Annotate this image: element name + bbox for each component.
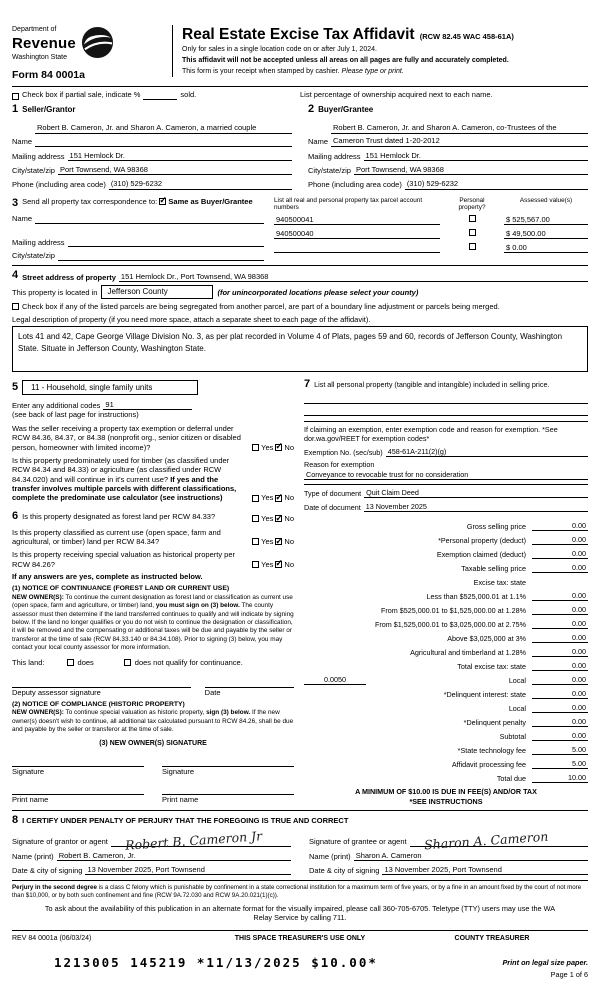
tax-line: From $525,000.01 to $1,525,000.00 at 1.28% 0.00 <box>380 604 586 615</box>
historic-property-question: Is this property receiving special valuation as historical property per RCW 84.26? Yes ✓ No <box>12 550 294 569</box>
seller-name-label: Name <box>12 137 33 147</box>
tax-amount-field[interactable]: 0.00 <box>532 605 588 615</box>
personal-property-checkbox[interactable] <box>469 215 476 222</box>
tax-amount-field[interactable]: 0.00 <box>532 661 588 671</box>
perjury-notice: Perjury in the second degree is a class C felony which is punishable by confinement in a state correctional institution for a maximum term of five years, or by a fine in an amount fixed by the court of not more than $10,000, or by both such confinement and fine (RCW 9A.72.030 and RCW 9A.20.021(1)(c)). <box>12 880 588 900</box>
street-address-label: Street address of property <box>22 272 116 282</box>
exemption-no-field[interactable]: 458-61A-211(2)(g) <box>386 447 588 457</box>
section-8-divider <box>12 810 588 811</box>
dor-logo-icon <box>81 26 114 61</box>
same-as-buyer-checkbox[interactable] <box>159 198 166 205</box>
certify-statement: I CERTIFY UNDER PENALTY OF PERJURY THAT THE FOREGOING IS TRUE AND CORRECT <box>22 815 349 825</box>
same-as-buyer-label: Same as Buyer/Grantee <box>168 196 253 206</box>
personal-property-list-field[interactable] <box>304 404 588 416</box>
seller-name-field[interactable]: Robert B. Cameron, Jr. and Sharon A. Cameron, a married couple <box>35 121 292 147</box>
tax-line: Gross selling price 0.00 <box>466 520 586 531</box>
seller-phone-label: Phone (including area code) <box>12 180 106 190</box>
personal-property-col-header: Personal property? <box>458 196 486 211</box>
segregated-checkbox[interactable] <box>12 303 19 310</box>
reason-label: Reason for exemption <box>304 459 375 469</box>
buyer-city-label: City/state/zip <box>308 165 351 175</box>
buyer-phone-field[interactable]: (310) 529-6232 <box>405 179 588 189</box>
street-address-field[interactable]: 151 Hemlock Dr., Port Townsend, WA 98368 <box>119 272 588 282</box>
parcel-number-field[interactable]: 940500040 <box>274 225 440 239</box>
corr-city-field[interactable] <box>58 252 264 261</box>
grantor-signature: Robert B. Cameron Jr <box>124 828 263 853</box>
tax-amount-field[interactable]: 0.00 <box>532 689 588 699</box>
county-select[interactable]: Jefferson County <box>101 285 213 299</box>
tax-line: Total excise tax: state 0.00 <box>457 660 586 671</box>
tax-amount-field[interactable]: 0.00 <box>532 619 588 629</box>
tax-line-local: 0.0050 Local 0.00 <box>304 672 588 685</box>
tax-amount-field[interactable]: 0.00 <box>532 731 588 741</box>
tax-line: From $1,525,000.01 to $3,025,000.00 at 2.75% 0.00 <box>374 618 586 629</box>
if-yes-note: If any answers are yes, complete as instructed below. <box>12 572 203 581</box>
form-number: Form 84 0001a <box>12 69 85 82</box>
legal-size-note: Print on legal size paper. <box>502 958 588 968</box>
agency-block <box>12 25 172 82</box>
tax-amount-field[interactable]: 0.00 <box>532 549 588 559</box>
assessed-value-col-header: Assessed value(s) <box>519 196 573 204</box>
grantee-date-field[interactable]: 13 November 2025, Port Townsend <box>382 865 588 875</box>
land-does-not-checkbox[interactable] <box>124 659 131 666</box>
doc-type-label: Type of document <box>304 488 362 498</box>
grantor-date-label: Date & city of signing <box>12 865 83 875</box>
grantee-signature-field[interactable] <box>410 828 588 853</box>
s5-q2-yes-checkbox[interactable] <box>252 495 259 502</box>
s6-q3-yes-checkbox[interactable] <box>252 561 259 568</box>
exemption-block <box>304 421 588 480</box>
grantee-name-label: Name (print) <box>309 851 351 861</box>
deputy-date-label: Date <box>204 687 221 697</box>
tax-amount-field[interactable]: 0.00 <box>532 591 588 601</box>
county-treasurer-label: COUNTY TREASURER <box>454 934 530 942</box>
tax-line: Taxable selling price 0.00 <box>461 562 586 573</box>
doc-date-label: Date of document <box>304 502 361 512</box>
section-8-number: 8 <box>12 813 19 826</box>
notice-compliance-title: (2) NOTICE OF COMPLIANCE (HISTORIC PROPERTY) <box>12 700 185 708</box>
doc-date-field[interactable]: 13 November 2025 <box>364 502 588 512</box>
dept-of-label: Department of <box>12 26 57 33</box>
agency-text <box>12 26 76 62</box>
section-4-divider <box>12 265 588 266</box>
seller-title: Seller/Grantor <box>22 104 76 114</box>
tax-line: Local 0.00 <box>508 702 586 713</box>
tax-amount-field[interactable]: 0.00 <box>532 633 588 643</box>
grantor-signature-label: Signature of grantor or agent <box>12 837 108 847</box>
tax-line-header: Excise tax: state <box>473 577 526 587</box>
agency-name: Revenue <box>12 34 76 52</box>
buyer-phone-label: Phone (including area code) <box>308 180 402 190</box>
tax-amount-field[interactable]: 0.00 <box>532 647 588 657</box>
section-2-number: 2 <box>308 102 315 115</box>
s6-q2-yes-checkbox[interactable] <box>252 538 259 545</box>
buyer-mailing-field[interactable]: 151 Hemlock Dr. <box>364 151 588 161</box>
alternate-format-notice: To ask about the availability of this publication in an alternate format for the visually impaired, please call 360-705-6705. Teletype (TTY) users may use the WA Relay Service by calling 711. <box>44 904 556 923</box>
s5-q1-no-checkbox[interactable] <box>275 444 282 451</box>
header-divider <box>12 86 588 87</box>
grantor-name-label: Name (print) <box>12 851 54 861</box>
grantor-signature-block <box>12 828 291 876</box>
tax-line: Less than $525,000.01 at 1.1% 0.00 <box>426 590 586 601</box>
grantee-name-field[interactable]: Sharon A. Cameron <box>354 851 588 861</box>
buyer-title: Buyer/Grantee <box>318 104 374 114</box>
s6-q2-no-checkbox[interactable] <box>275 538 282 545</box>
tax-amount-field[interactable]: 10.00 <box>532 773 588 783</box>
seller-city-label: City/state/zip <box>12 165 55 175</box>
personal-property-checkbox[interactable] <box>469 243 476 250</box>
current-use-question: Is this property classified as current use (open space, farm and agricultural, or timber) land per RCW 84.34? Yes ✓ No <box>12 528 294 547</box>
ownership-note: List percentage of ownership acquired next to each name. <box>300 90 493 100</box>
tax-line: *Delinquent penalty 0.00 <box>463 716 586 727</box>
section-7-column <box>304 378 588 806</box>
see-instructions-note: *SEE INSTRUCTIONS <box>409 796 483 806</box>
deputy-labels <box>12 688 294 697</box>
rev-number: REV 84 0001a (06/03/24) <box>12 934 92 942</box>
land-does-checkbox[interactable] <box>67 659 74 666</box>
located-in-note: (for unincorporated locations please select your county) <box>217 287 419 297</box>
correspondence-label: Send all property tax correspondence to: ✓ Same as Buyer/Grantee <box>22 197 253 206</box>
signature-labels: Signature Signature <box>12 767 195 777</box>
parcel-number-field[interactable]: 940500041 <box>274 211 440 225</box>
tax-line: Affidavit processing fee 5.00 <box>451 758 586 769</box>
corr-city-label: City/state/zip <box>12 251 55 261</box>
timber-agriculture-question: Is this property predominately used for timber (as classified under RCW 84.34 and 84.33) or agriculture (as classified under RCW 84.34.020) and will continue in it's current use? If yes and the transfer involves multiple parcels with different classifications, complete the predominate use calculator (see instructions) Yes ✓ No <box>12 456 294 503</box>
tax-amount-field[interactable]: 0.00 <box>532 703 588 713</box>
property-use-code-select[interactable]: 11 - Household, single family units <box>22 380 198 395</box>
form-title: Real Estate Excise Tax Affidavit <box>182 26 415 43</box>
exemption-deferral-question: Was the seller receiving a property tax exemption or deferral under RCW 84.36, 84.37, or 84.38 (nonprofit org., senior citizen or disabled person, homeowner with limited income)? Yes ✓ No <box>12 424 294 452</box>
land-qualify-row <box>12 658 294 667</box>
tax-amount-field[interactable]: 0.00 <box>532 717 588 727</box>
corr-name-label: Name <box>12 214 33 224</box>
tax-amount-field[interactable]: 5.00 <box>532 759 588 769</box>
tax-amount-field[interactable]: 0.00 <box>532 535 588 545</box>
tax-amount-field[interactable]: 0.00 <box>532 563 588 573</box>
section-4-property <box>12 269 588 373</box>
seller-phone-field[interactable]: (310) 529-6232 <box>109 179 292 189</box>
header <box>12 25 588 82</box>
header-note-3: This form is your receipt when stamped by cashier. Please type or print. <box>182 67 404 75</box>
assessed-value-field[interactable]: $ 525,567.00 <box>504 211 588 225</box>
partial-sale-checkbox[interactable] <box>12 93 19 100</box>
header-note-2: This affidavit will not be accepted unless all areas on all pages are fully and accurately completed. <box>182 57 509 65</box>
section-8-certification <box>12 814 588 876</box>
parcel-table <box>274 197 588 261</box>
tax-amount-field[interactable]: 0.00 <box>532 521 588 531</box>
tax-line: *Delinquent interest: state 0.00 <box>443 688 586 699</box>
partial-sale-row <box>12 90 588 99</box>
partial-sale-label: Check box if partial sale, indicate % <box>22 90 141 100</box>
section-1-seller <box>12 103 292 190</box>
footer-bottom <box>12 955 588 979</box>
treasurer-space-label: THIS SPACE TREASURER'S USE ONLY <box>234 934 366 942</box>
located-in-label: This property is located in <box>12 287 98 297</box>
section-1-number: 1 <box>12 102 19 115</box>
buyer-city-field[interactable]: Port Townsend, WA 98368 <box>354 165 588 175</box>
s6-q1-no-checkbox[interactable] <box>275 515 282 522</box>
seller-city-field[interactable]: Port Townsend, WA 98368 <box>58 165 292 175</box>
footer-row <box>12 930 588 944</box>
parcel-number-field[interactable] <box>274 239 440 253</box>
parcel-col-header: List all real and personal property tax parcel account numbers <box>274 196 423 211</box>
legal-description-label: Legal description of property (if you need more space, attach a separate sheet to each page of the affidavit). <box>12 314 371 324</box>
s6-q1-yes-checkbox[interactable] <box>252 515 259 522</box>
does-label: does <box>77 658 94 668</box>
tax-line: Exemption claimed (deduct) 0.00 <box>436 548 586 559</box>
tax-line: Subtotal 0.00 <box>499 730 586 741</box>
tax-line: *State technology fee 5.00 <box>457 744 586 755</box>
notice-compliance-body: NEW OWNER(S): To continue special valuation as historic property, sign (3) below. If the new owner(s) doesn't wish to continue, all additional tax calculated pursuant to RCW 84.26, shall be due and payable by the seller or transferor at the time of sale. <box>12 709 294 734</box>
corr-mailing-field[interactable] <box>68 238 264 247</box>
exemption-no-label: Exemption No. (sec/sub) <box>304 447 383 457</box>
agency-state: Washington State <box>12 53 67 61</box>
new-owner-signature-title: (3) NEW OWNER(S) SIGNATURE <box>99 740 207 748</box>
corr-mailing-label: Mailing address <box>12 237 65 247</box>
section-7-number: 7 <box>304 378 311 390</box>
exemption-note: If claiming an exemption, enter exemption code and reason for exemption. *See dor.wa.gov/REET for exemption codes* <box>304 424 558 443</box>
assessed-value-field[interactable]: $ 0.00 <box>504 239 588 253</box>
section-4-number: 4 <box>12 268 19 281</box>
tax-computation <box>304 518 588 783</box>
parcel-row <box>448 239 496 253</box>
notice-continuance-title: (1) NOTICE OF CONTINUANCE (FOREST LAND OR CURRENT USE) <box>12 585 230 593</box>
page-number: Page 1 of 6 <box>550 970 588 980</box>
minimum-due-note: A MINIMUM OF $10.00 IS DUE IN FEE(S) AND/OR TAX <box>355 786 537 796</box>
parcel-row <box>448 225 496 239</box>
title-block <box>172 25 588 77</box>
legal-description-field[interactable]: Lots 41 and 42, Cape George Village Division No. 3, as per plat recorded in Volume 4 of Plats, pages 59 and 60, records of Jefferson County, Washington State. Situate in Jefferson County, Washington State. <box>12 326 588 372</box>
seller-mailing-field[interactable]: 151 Hemlock Dr. <box>68 151 292 161</box>
tax-amount-field[interactable]: 5.00 <box>532 745 588 755</box>
tax-amount-field[interactable]: 0.00 <box>532 675 588 685</box>
buyer-mailing-label: Mailing address <box>308 151 361 161</box>
section-3-number: 3 <box>12 196 19 209</box>
deputy-assessor-label: Deputy assessor signature <box>12 687 101 697</box>
additional-codes-label: Enter any additional codes <box>12 401 101 410</box>
tax-line-total: Total due 10.00 <box>496 772 586 783</box>
corr-name-field[interactable] <box>35 215 264 224</box>
grantee-signature: Sharon A. Cameron <box>423 828 549 853</box>
segregated-label: Check box if any of the listed parcels are being segregated from another parcel, are part of a boundary line adjustment or parcels being merged. <box>22 302 500 312</box>
rcw-reference: (RCW 82.45 WAC 458-61A) <box>419 32 514 41</box>
partial-percent-input[interactable] <box>143 92 177 100</box>
partial-sold-label: sold. <box>180 90 197 100</box>
grantee-signature-block <box>309 828 588 876</box>
grantee-signature-label: Signature of grantee or agent <box>309 837 407 847</box>
tax-line: *Personal property (deduct) 0.00 <box>438 534 586 545</box>
s5-q1-yes-checkbox[interactable] <box>252 444 259 451</box>
additional-codes-field[interactable]: 91 <box>103 400 192 410</box>
grantor-signature-field[interactable] <box>111 828 291 853</box>
grantor-date-field[interactable]: 13 November 2025, Port Townsend <box>85 865 291 875</box>
s5-q2-no-checkbox[interactable] <box>275 495 282 502</box>
document-divider <box>304 484 588 485</box>
forest-land-question: 6 Is this property designated as forest land per RCW 84.33? Yes ✓ No <box>12 510 294 524</box>
grantor-name-field[interactable]: Robert B. Cameron, Jr. <box>57 851 291 861</box>
parcel-row <box>448 211 496 225</box>
tax-line: Agricultural and timberland at 1.28% 0.00 <box>410 646 586 657</box>
assessed-value-field[interactable]: $ 49,500.00 <box>504 225 588 239</box>
section-5-number: 5 <box>12 380 19 393</box>
personal-property-checkbox[interactable] <box>469 229 476 236</box>
local-rate-field[interactable]: 0.0050 <box>304 675 366 685</box>
see-back-note: (see back of last page for instructions) <box>12 410 139 420</box>
seller-mailing-label: Mailing address <box>12 151 65 161</box>
grantee-date-label: Date & city of signing <box>309 865 380 875</box>
section-6-number: 6 <box>12 509 19 522</box>
header-note-1: Only for sales in a single location code on or after July 1, 2024. <box>182 46 377 54</box>
doc-type-field[interactable]: Quit Claim Deed <box>364 488 588 498</box>
notice-continuance-body: NEW OWNER(S): To continue the current designation as forest land or classification as current use (open space, farm and agriculture, or timber) land, you must sign on (3) below. The county assessor must then determine if the land transferred continues to qualify and will indicate by signing below. If the land no longer qualifies or you do not wish to continue the designation or classification, it will be removed and the compensating or additional taxes will be due and payable by the seller or transferor at the time of sale (RCW 84.33.140 or 84.34.108). Prior to signing (3) below, you may contact your local county assessor for more information. <box>12 593 294 651</box>
reason-field[interactable]: Conveyance to revocable trust for no consideration <box>304 470 588 480</box>
buyer-name-label: Name <box>308 137 329 147</box>
does-not-label: does not qualify for continuance. <box>134 658 243 668</box>
printname-labels: Print name Print name <box>12 794 199 804</box>
tax-line: Above $3,025,000 at 3% 0.00 <box>447 632 586 643</box>
s6-q3-no-checkbox[interactable] <box>275 561 282 568</box>
sections-5-6-column <box>12 378 294 806</box>
section-2-buyer <box>308 103 588 190</box>
section-3-correspondence <box>12 197 588 261</box>
this-land-label: This land: <box>12 658 45 668</box>
buyer-name-field[interactable]: Robert B. Cameron, Jr. and Sharon A. Cameron, co-Trustees of the Cameron Trust dated 1-20-2012 <box>331 121 588 147</box>
personal-property-list-field[interactable] <box>304 392 588 404</box>
treasurer-stamp: 1213005 145219 *11/13/2025 $10.00* <box>54 955 378 971</box>
personal-property-intro: 7 List all personal property (tangible and intangible) included in selling price. <box>304 378 550 390</box>
